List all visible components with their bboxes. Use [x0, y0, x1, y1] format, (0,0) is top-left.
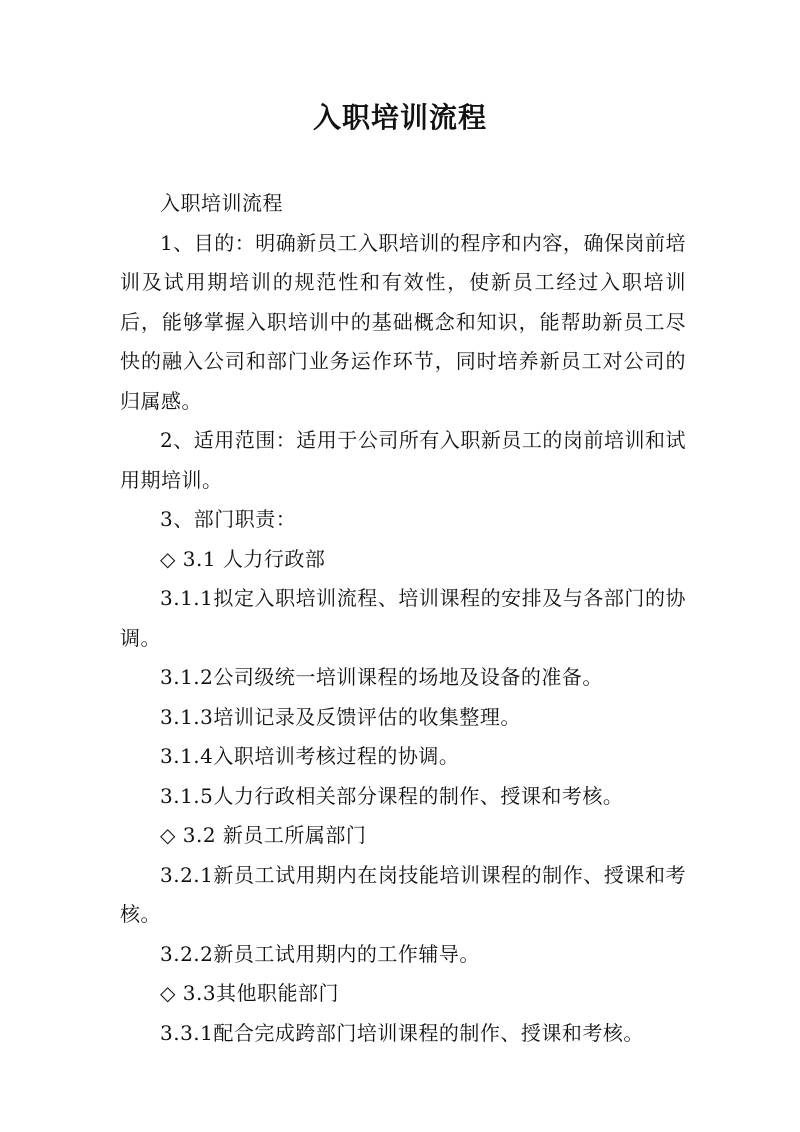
paragraph-purpose: 1、目的：明确新员工入职培训的程序和内容，确保岗前培训及试用期培训的规范性和有效性，使新员工经过入职培训后，能够掌握入职培训中的基础概念和知识，能帮助新员工尽快的融入公司和部门业务运作环节，同时培养新员工对公司的归属感。: [120, 230, 686, 413]
paragraph-heading: 入职培训流程: [160, 191, 283, 215]
item-3-1-3: 3.1.3培训记录及反馈评估的收集整理。: [160, 704, 521, 729]
item-3-2-2: 3.2.2新员工试用期内的工作辅导。: [160, 941, 480, 966]
paragraph-scope: 2、适用范围：适用于公司所有入职新员工的岗前培训和试用期培训。: [120, 428, 686, 492]
section-3-1-heading: ◇ 3.1 人力行政部: [160, 546, 326, 571]
document-body: [120, 184, 686, 1053]
item-3-1-4: 3.1.4入职培训考核过程的协调。: [160, 744, 460, 768]
item-3-1-2: 3.1.2公司级统一培训课程的场地及设备的准备。: [160, 665, 603, 689]
section-3-2-heading: ◇ 3.2 新员工所属部门: [160, 823, 367, 847]
paragraph-responsibilities: 3、部门职责：: [160, 507, 297, 531]
item-3-2-1: 3.2.1新员工试用期内在岗技能培训课程的制作、授课和考核。: [120, 862, 686, 926]
section-3-3-heading: ◇ 3.3其他职能部门: [160, 981, 340, 1005]
item-3-1-5: 3.1.5人力行政相关部分课程的制作、授课和考核。: [160, 783, 624, 808]
document-title: 入职培训流程: [312, 101, 487, 134]
item-3-3-1: 3.3.1配合完成跨部门培训课程的制作、授课和考核。: [160, 1020, 644, 1045]
item-3-1-1: 3.1.1拟定入职培训流程、培训课程的安排及与各部门的协调。: [120, 586, 686, 650]
